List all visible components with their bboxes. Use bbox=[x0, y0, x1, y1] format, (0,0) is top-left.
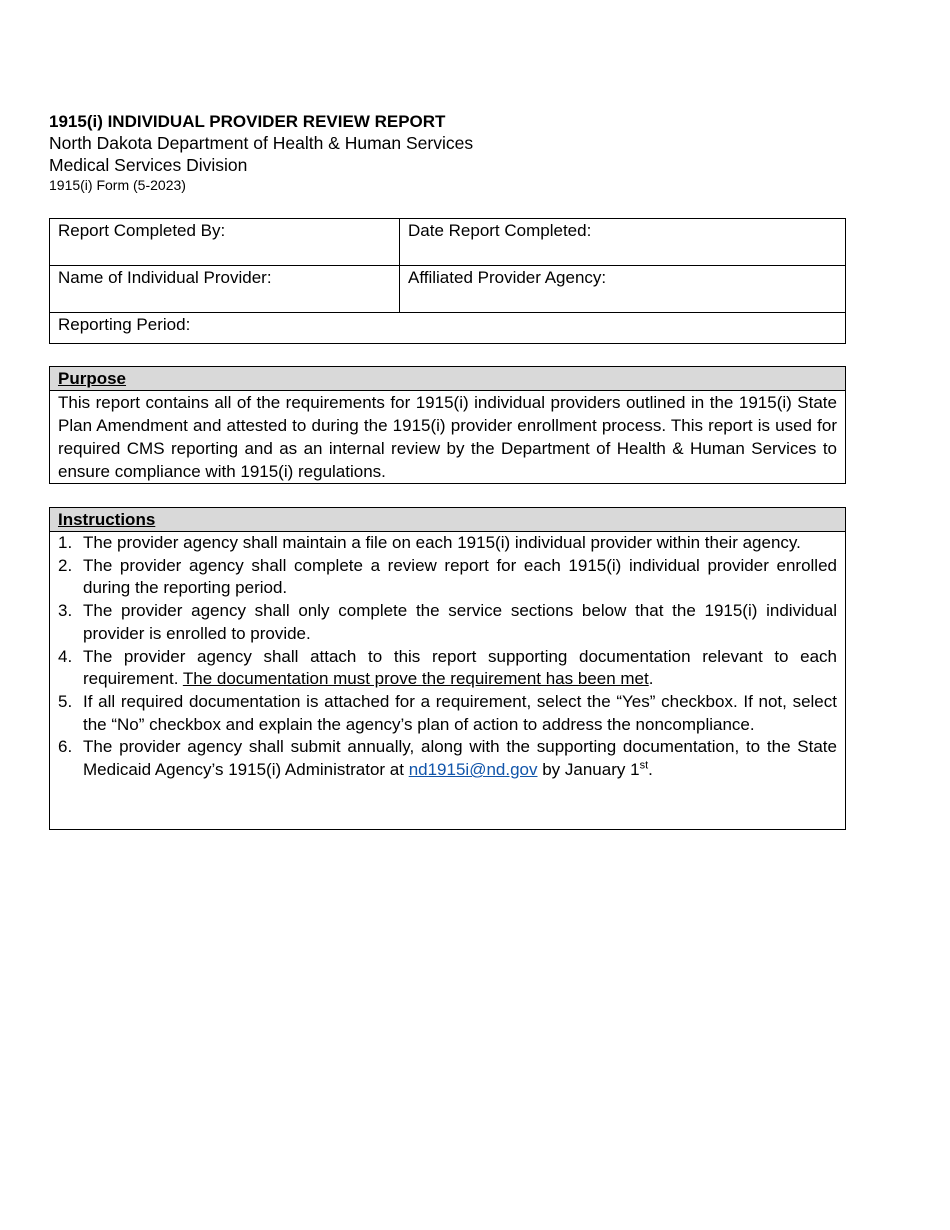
item-after-text: by January 1 bbox=[537, 760, 640, 780]
list-item bbox=[50, 646, 837, 691]
reporting-period-label: Reporting Period: bbox=[58, 315, 191, 334]
instructions-list bbox=[50, 532, 845, 782]
report-info-table bbox=[49, 218, 846, 344]
date-report-completed-field[interactable] bbox=[400, 219, 846, 266]
item-number: 5. bbox=[58, 691, 73, 711]
item-text: If all required documentation is attached for a requirement, select the “Yes” checkbox. If not, select the “No” checkbox and explain the agency’s plan of action to address the noncompliance. bbox=[83, 691, 837, 734]
item-end: . bbox=[648, 760, 653, 780]
individual-provider-name-field[interactable] bbox=[50, 266, 400, 313]
reporting-period-field[interactable] bbox=[50, 313, 846, 344]
list-item bbox=[50, 736, 837, 781]
ordinal-suffix: st bbox=[639, 759, 649, 772]
item-underlined-text: The documentation must prove the requirement has been met bbox=[182, 669, 649, 689]
email-link[interactable]: nd1915i@nd.gov bbox=[408, 760, 538, 780]
date-report-completed-label: Date Report Completed: bbox=[408, 221, 592, 240]
document-header bbox=[49, 111, 473, 194]
list-item bbox=[50, 555, 837, 600]
item-text: The provider agency shall complete a review report for each 1915(i) individual provider enrolled during the reporting period. bbox=[83, 555, 837, 598]
individual-provider-name-label: Name of Individual Provider: bbox=[58, 268, 272, 287]
list-item bbox=[50, 600, 837, 645]
purpose-text: This report contains all of the requirements for 1915(i) individual providers outlined in the 1915(i) State Plan Amendment and attested to during the 1915(i) provider enrollment process. This report is used for required CMS reporting and as an internal review by the Department of Health & Human Services to ensure compliance with 1915(i) regulations. bbox=[58, 393, 837, 481]
purpose-heading: Purpose bbox=[50, 367, 845, 391]
item-number: 2. bbox=[58, 555, 73, 575]
item-number: 4. bbox=[58, 646, 73, 666]
document-title: 1915(i) INDIVIDUAL PROVIDER REVIEW REPORT bbox=[49, 112, 446, 131]
department-name: North Dakota Department of Health & Human Services bbox=[49, 133, 474, 153]
item-text: The provider agency shall submit annually, along with the supporting documentation, to the State Medicaid Agency’s 1915(i) Administrator at bbox=[83, 737, 837, 780]
report-completed-by-label: Report Completed By: bbox=[58, 221, 226, 240]
affiliated-agency-field[interactable] bbox=[400, 266, 846, 313]
item-number: 1. bbox=[58, 533, 73, 552]
affiliated-agency-label: Affiliated Provider Agency: bbox=[408, 268, 607, 287]
item-end: . bbox=[648, 669, 654, 689]
item-text: The provider agency shall attach to this report supporting documentation relevant to each requirement. bbox=[83, 646, 837, 689]
division-name: Medical Services Division bbox=[49, 154, 248, 175]
item-number: 6. bbox=[58, 737, 73, 757]
list-item bbox=[50, 532, 837, 555]
form-id: 1915(i) Form (5-2023) bbox=[49, 177, 186, 193]
list-item bbox=[50, 691, 837, 736]
report-completed-by-field[interactable] bbox=[50, 219, 400, 266]
item-text: The provider agency shall only complete the service sections below that the 1915(i) individual provider is enrolled to provide. bbox=[83, 601, 837, 643]
instructions-section bbox=[49, 507, 846, 830]
item-text: The provider agency shall maintain a file on each 1915(i) individual provider within their agency. bbox=[83, 533, 801, 552]
purpose-section bbox=[49, 366, 846, 484]
item-number: 3. bbox=[58, 601, 73, 621]
instructions-heading: Instructions bbox=[50, 508, 845, 532]
